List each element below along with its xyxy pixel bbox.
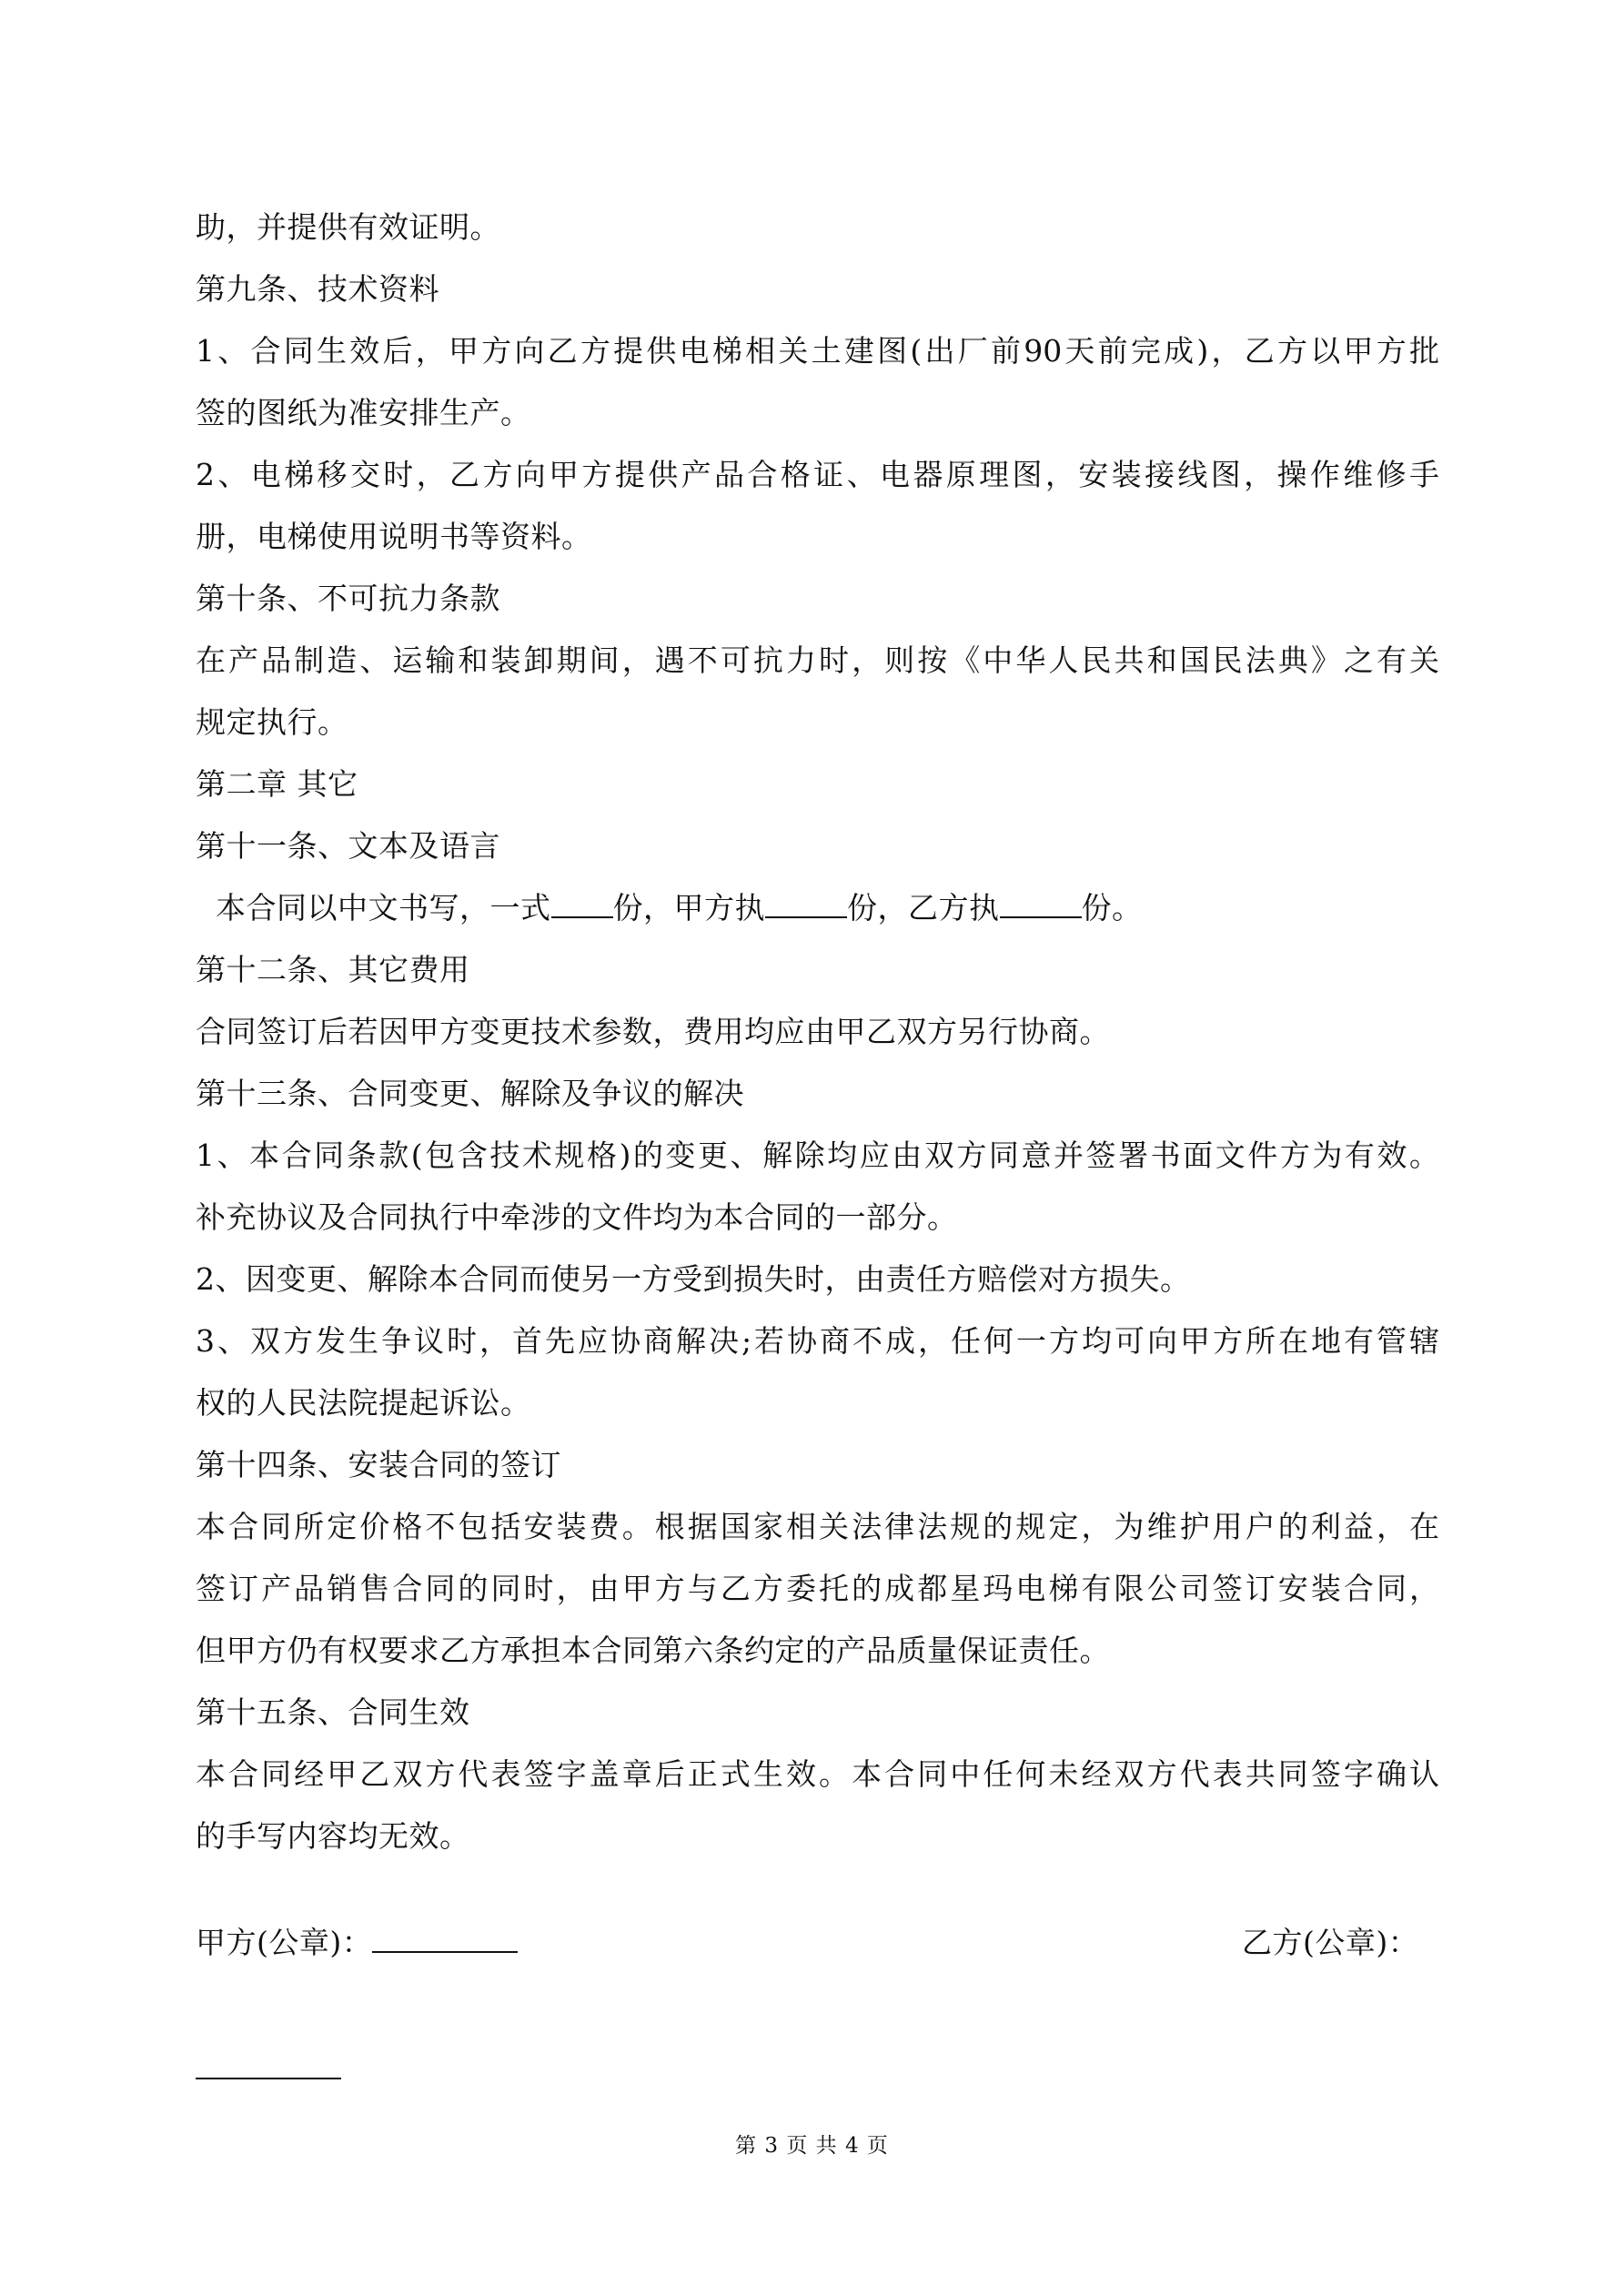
article-heading: 第十五条、合同生效 (196, 1694, 470, 1730)
article-heading: 第十条、不可抗力条款 (196, 581, 500, 616)
body-line: 合同签订后若因甲方变更技术参数，费用均应由甲乙双方另行协商。 (196, 1014, 1110, 1049)
copies-clause (196, 890, 1143, 926)
body-line: 本合同所定价格不包括安装费。根据国家相关法律法规的规定，为维护用户的利益，在 (196, 1509, 1439, 1544)
body-line: 签订产品销售合同的同时，由甲方与乙方委托的成都星玛电梯有限公司签订安装合同， (196, 1571, 1439, 1606)
body-line: 权的人民法院提起诉讼。 (196, 1385, 531, 1421)
body-line: 规定执行。 (196, 704, 348, 740)
body-line: 本合同经甲乙双方代表签字盖章后正式生效。本合同中任何未经双方代表共同签字确认 (196, 1756, 1439, 1792)
copies-text-3: 份，乙方执 (847, 890, 1000, 925)
article-heading: 第九条、技术资料 (196, 271, 439, 307)
body-line: 册，电梯使用说明书等资料。 (196, 519, 592, 554)
body-line: 2、因变更、解除本合同而使另一方受到损失时，由责任方赔偿对方损失。 (196, 1261, 1191, 1297)
body-line: 助，并提供有效证明。 (196, 209, 500, 245)
body-line: 补充协议及合同执行中牵涉的文件均为本合同的一部分。 (196, 1199, 958, 1235)
body-line: 在产品制造、运输和装卸期间，遇不可抗力时，则按《中华人民共和国民法典》之有关 (196, 642, 1439, 678)
page-footer: 第 3 页 共 4 页 (735, 2134, 889, 2158)
copies-total-blank (551, 891, 613, 918)
copies-party-a-blank (765, 891, 847, 918)
copies-text-4: 份。 (1081, 890, 1143, 925)
article-heading: 第十二条、其它费用 (196, 952, 470, 987)
party-b-label: 乙方(公章)： (1242, 1925, 1419, 1960)
chapter-heading: 第二章 其它 (196, 766, 358, 802)
article-heading: 第十三条、合同变更、解除及争议的解决 (196, 1076, 744, 1111)
body-line: 2、电梯移交时，乙方向甲方提供产品合格证、电器原理图，安装接线图，操作维修手 (196, 457, 1439, 492)
copies-text-1: 本合同以中文书写，一式 (216, 890, 551, 925)
signature-party-a (196, 1925, 518, 1961)
body-line: 1、本合同条款(包含技术规格)的变更、解除均应由双方同意并签署书面文件方为有效。 (196, 1138, 1439, 1173)
body-line: 3、双方发生争议时，首先应协商解决;若协商不成，任何一方均可向甲方所在地有管辖 (196, 1323, 1439, 1359)
copies-party-b-blank (1000, 891, 1082, 918)
article-heading: 第十四条、安装合同的签订 (196, 1447, 561, 1482)
party-b-signature-blank (196, 2076, 341, 2079)
article-heading: 第十一条、文本及语言 (196, 828, 500, 864)
body-line: 但甲方仍有权要求乙方承担本合同第六条约定的产品质量保证责任。 (196, 1633, 1110, 1668)
body-line: 签的图纸为准安排生产。 (196, 395, 531, 430)
party-a-signature-blank (372, 1926, 518, 1953)
body-line: 1、合同生效后，甲方向乙方提供电梯相关土建图(出厂前90天前完成)，乙方以甲方批 (196, 333, 1439, 369)
copies-text-2: 份，甲方执 (612, 890, 765, 925)
party-a-label: 甲方(公章)： (196, 1925, 373, 1960)
body-line: 的手写内容均无效。 (196, 1818, 470, 1854)
